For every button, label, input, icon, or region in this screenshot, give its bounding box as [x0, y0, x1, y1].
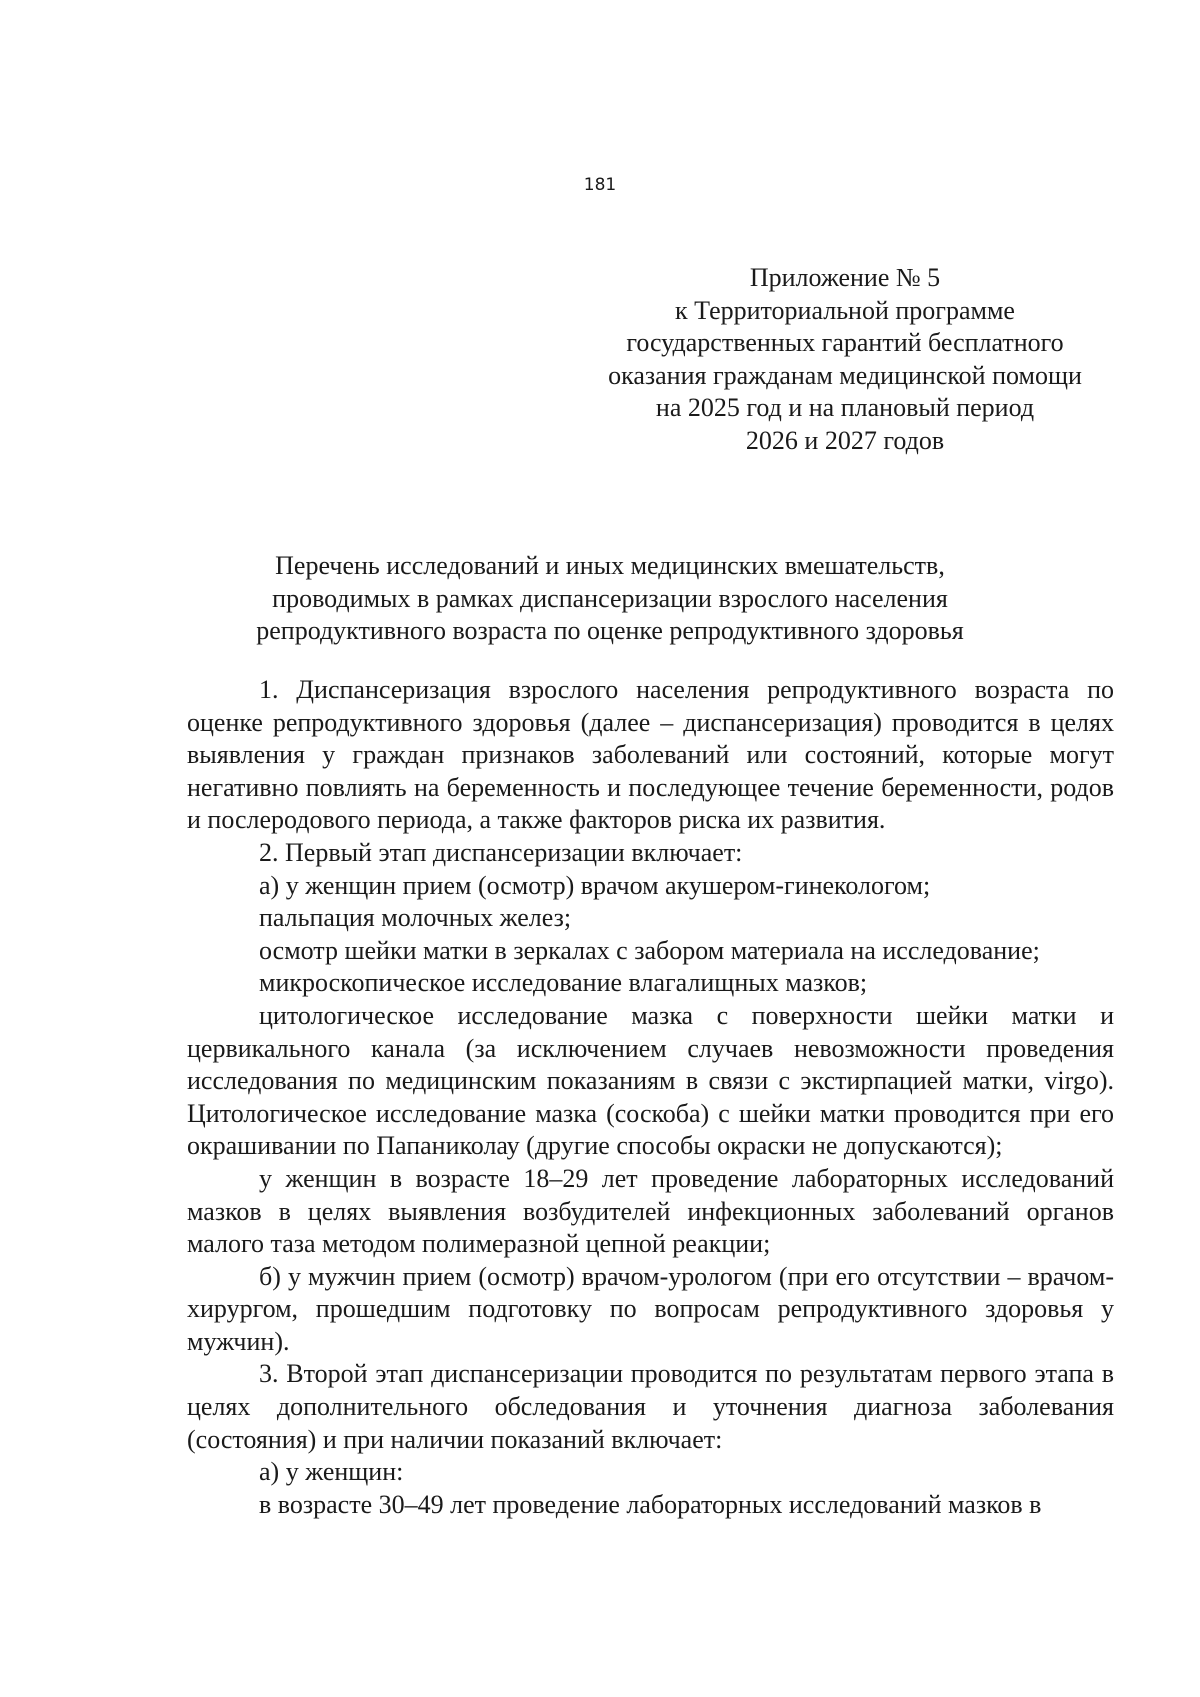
appendix-line: Приложение № 5: [749, 263, 941, 292]
paragraph: б) у мужчин прием (осмотр) врачом-урологом (при его отсутствии – врачом-хирургом, прошедшим подготовку по вопросам репродуктивного здоровья у мужчин).: [187, 1261, 1114, 1356]
paragraph: пальпация молочных желез;: [259, 903, 572, 933]
appendix-line: на 2025 год и на плановый период: [655, 393, 1035, 422]
document-title: [180, 550, 1040, 648]
paragraph: осмотр шейки матки в зеркалах с забором материала на исследование;: [259, 935, 1040, 965]
paragraph: а) у женщин:: [259, 1457, 404, 1487]
paragraph: цитологическое исследование мазка с поверхности шейки матки и цервикального канала (за исключением случаев невозможности проведения исследования по медицинским показаниям в связи с экстирпацией матки, virgo). Цитологическое исследование мазка (соскоба) с шейки матки проводится при его окрашивании по Папаниколау (другие способы окраски не допускаются);: [187, 1000, 1114, 1161]
appendix-line: государственных гарантий бесплатного: [626, 328, 1064, 357]
appendix-line: оказания гражданам медицинской помощи: [608, 360, 1082, 390]
appendix-line: 2026 и 2027 годов: [745, 425, 945, 455]
paragraph: в возрасте 30–49 лет проведение лабораторных исследований мазков в: [259, 1489, 1042, 1519]
paragraph: а) у женщин прием (осмотр) врачом акушером-гинекологом;: [259, 870, 931, 900]
title-line: Перечень исследований и иных медицинских вмешательств,: [275, 551, 945, 580]
document-body: [187, 674, 1114, 1521]
title-line: проводимых в рамках диспансеризации взрослого населения: [272, 583, 948, 613]
paragraph: 1. Диспансеризация взрослого населения репродуктивного возраста по оценке репродуктивного здоровья (далее – диспансеризация) проводится в целях выявления у граждан признаков заболеваний или состояний, которые могут негативно повлиять на беременность и последующее течение беременности, родов и послеродового периода, а также факторов риска их развития.: [187, 675, 1114, 835]
page-number: 181: [583, 175, 617, 195]
paragraph: микроскопическое исследование влагалищных мазков;: [259, 968, 868, 998]
paragraph: 3. Второй этап диспансеризации проводится по результатам первого этапа в целях дополнительного обследования и уточнения диагноза заболевания (состояния) и при наличии показаний включает:: [187, 1359, 1114, 1454]
paragraph: у женщин в возрасте 18–29 лет проведение лабораторных исследований мазков в целях выявления возбудителей инфекционных заболеваний органов малого таза методом полимеразной цепной реакции;: [187, 1163, 1114, 1259]
appendix-line: к Территориальной программе: [675, 295, 1015, 325]
paragraph: 2. Первый этап диспансеризации включает:: [259, 837, 743, 867]
appendix-header: [590, 262, 1100, 457]
title-line: репродуктивного возраста по оценке репродуктивного здоровья: [256, 616, 964, 645]
